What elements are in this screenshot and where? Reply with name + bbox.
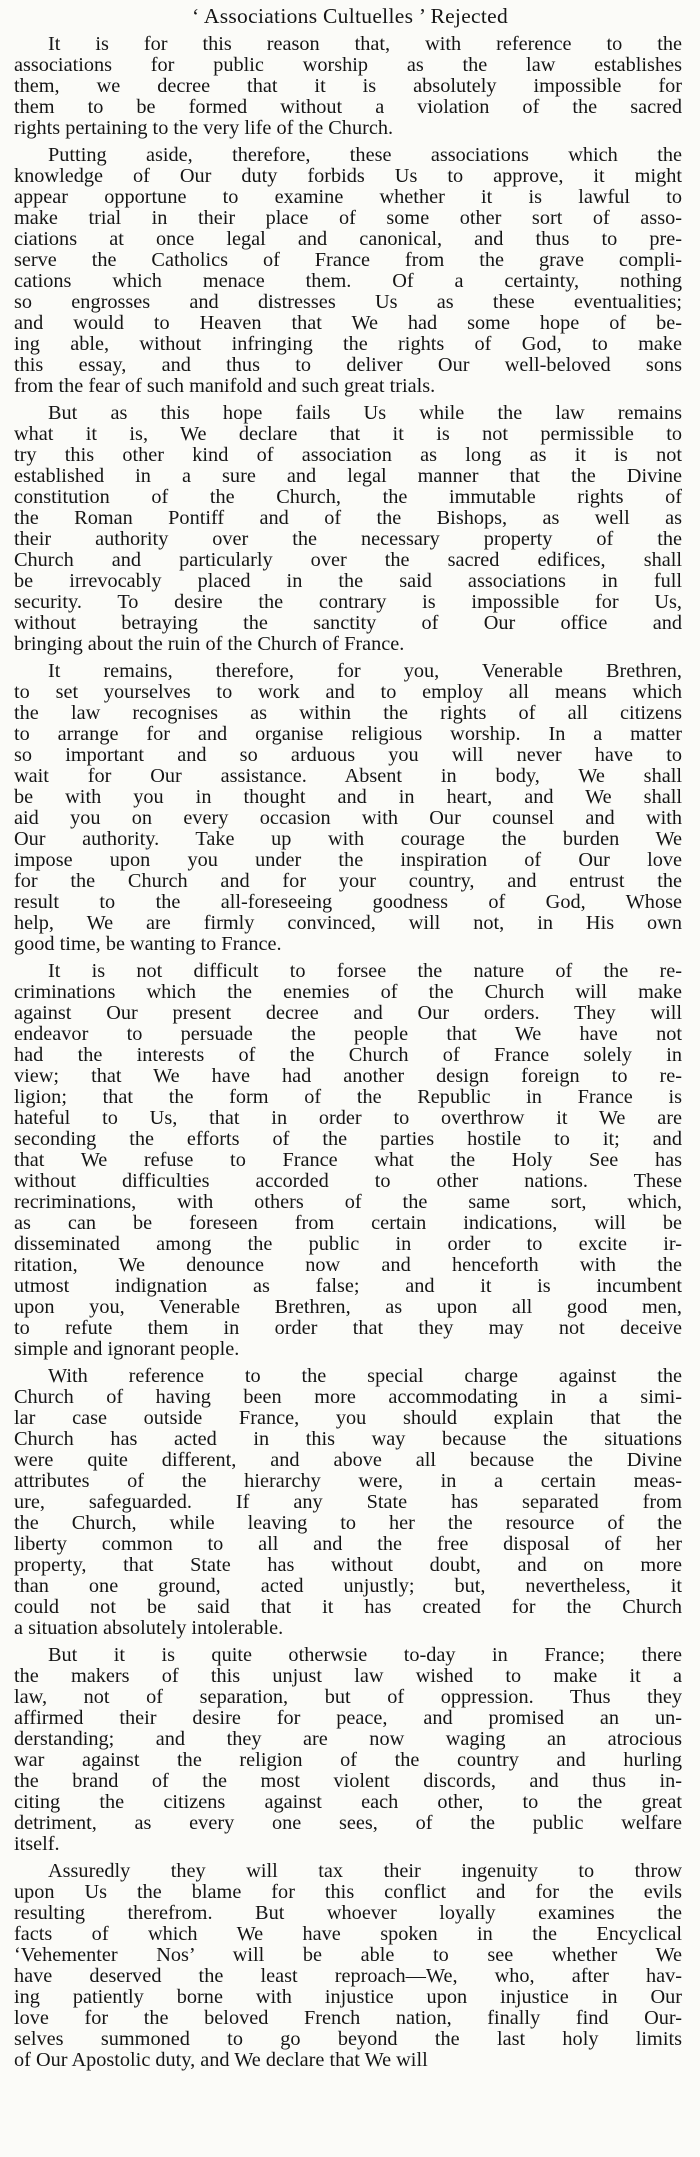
text-line: simple and ignorant people. [14,1339,240,1360]
text-line: It is not difficult to forsee the nature of the re- [48,961,682,982]
text-line: lar case outside France, you should explain that the [14,1408,682,1429]
text-line: have deserved the least reproach—We, who, after hav- [14,1966,682,1987]
text-line: ing patiently borne with injustice upon injustice in Our [14,1987,682,2008]
text-line: criminations which the enemies of the Church will make [14,982,682,1003]
paragraph-6 [14,1366,682,1639]
text-line: so important and so arduous you will never have to [14,745,682,766]
text-line: result to the all-foreseeing goodness of God, Whose [14,892,682,913]
text-line: liberty common to all and the free disposal of her [14,1534,682,1555]
text-line: selves summoned to go beyond the last holy limits [14,2029,682,2050]
text-line: than one ground, acted unjustly; but, nevertheless, it [14,1576,682,1597]
text-line: constitution of the Church, the immutable rights of [14,487,682,508]
text-line: It is for this reason that, with reference to the [48,34,682,55]
text-line: attributes of the hierarchy were, in a certain meas- [14,1471,682,1492]
paragraph-8 [14,1861,682,2071]
text-line: upon Us the blame for this conflict and for the evils [14,1882,682,1903]
text-line: view; that We have had another design foreign to re- [14,1066,682,1087]
text-line: so engrosses and distresses Us as these eventualities; [14,292,682,313]
article-body [14,34,682,2071]
text-line: love for the beloved French nation, finally find Our- [14,2008,682,2029]
text-line: be irrevocably placed in the said associations in full [14,571,682,592]
text-line: without betraying the sanctity of Our office and [14,613,682,634]
text-line: knowledge of Our duty forbids Us to approve, it might [14,166,682,187]
paragraph-1 [14,34,682,139]
text-line: established in a sure and legal manner that the Divine [14,466,682,487]
text-line: them to be formed without a violation of the sacred [14,97,682,118]
text-line: for the Church and for your country, and entrust the [14,871,682,892]
text-line: the brand of the most violent discords, and thus in- [14,1771,682,1792]
text-line: Our authority. Take up with courage the burden We [14,829,682,850]
text-line: make trial in their place of some other sort of asso- [14,208,682,229]
text-line: war against the religion of the country and hurling [14,1750,682,1771]
text-line: facts of which We have spoken in the Encyclical [14,1924,682,1945]
paragraph-7 [14,1645,682,1855]
text-line: appear opportune to examine whether it is lawful to [14,187,682,208]
text-line: their authority over the necessary property of the [14,529,682,550]
text-line: had the interests of the Church of France solely in [14,1045,682,1066]
text-line: rights pertaining to the very life of the Church. [14,118,394,139]
text-line: cations which menace them. Of a certainty, nothing [14,271,682,292]
text-line: But it is quite otherwsie to-day in France; there [48,1645,682,1666]
text-line: be with you in thought and in heart, and We shall [14,787,682,808]
text-line: good time, be wanting to France. [14,934,282,955]
text-line: could not be said that it has created for the Church [14,1597,682,1618]
text-line: aid you on every occasion with Our counsel and with [14,808,682,829]
text-line: try this other kind of association as long as it is not [14,445,682,466]
text-line: a situation absolutely intolerable. [14,1618,284,1639]
text-line: upon you, Venerable Brethren, as upon all good men, [14,1297,682,1318]
text-line: detriment, as every one sees, of the public welfare [14,1813,682,1834]
text-line: Church and particularly over the sacred edifices, shall [14,550,682,571]
text-line: resulting therefrom. But whoever loyally examines the [14,1903,682,1924]
text-line: against Our present decree and Our orders. They will [14,1003,682,1024]
text-line: serve the Catholics of France from the grave compli- [14,250,682,271]
text-line: to refute them in order that they may not deceive [14,1318,682,1339]
text-line: ‘Vehementer Nos’ will be able to see whether We [14,1945,682,1966]
text-line: derstanding; and they are now waging an atrocious [14,1729,682,1750]
text-line: the law recognises as within the rights of all citizens [14,703,682,724]
text-line: impose upon you under the inspiration of Our love [14,850,682,871]
text-line: without difficulties accorded to other nations. These [14,1171,682,1192]
text-line: Putting aside, therefore, these associations which the [48,145,682,166]
text-line: bringing about the ruin of the Church of France. [14,634,405,655]
text-line: ure, safeguarded. If any State has separated from [14,1492,682,1513]
text-line: what it is, We declare that it is not permissible to [14,424,682,445]
paragraph-4 [14,661,682,955]
text-line: that We refuse to France what the Holy See has [14,1150,682,1171]
text-line: Church of having been more accommodating in a simi- [14,1387,682,1408]
text-line: the Church, while leaving to her the resource of the [14,1513,682,1534]
text-line: and would to Heaven that We had some hope of be- [14,313,682,334]
text-line: help, We are firmly convinced, will not, in His own [14,913,682,934]
text-line: Church has acted in this way because the situations [14,1429,682,1450]
text-line: associations for public worship as the law establishes [14,55,682,76]
text-line: wait for Our assistance. Absent in body, We shall [14,766,682,787]
text-line: Assuredly they will tax their ingenuity to throw [48,1861,682,1882]
text-line: were quite different, and above all because the Divine [14,1450,682,1471]
text-line: It remains, therefore, for you, Venerable Brethren, [48,661,682,682]
text-line: itself. [14,1834,60,1855]
text-line: of Our Apostolic duty, and We declare that We will [14,2050,428,2071]
text-line: But as this hope fails Us while the law remains [48,403,682,424]
text-line: endeavor to persuade the people that We have not [14,1024,682,1045]
text-line: With reference to the special charge against the [48,1366,682,1387]
text-line: utmost indignation as false; and it is incumbent [14,1276,682,1297]
text-line: hateful to Us, that in order to overthrow it We are [14,1108,682,1129]
text-line: ing able, without infringing the rights of God, to make [14,334,682,355]
text-line: as can be foreseen from certain indications, will be [14,1213,682,1234]
text-line: ligion; that the form of the Republic in France is [14,1087,682,1108]
text-line: security. To desire the contrary is impossible for Us, [14,592,682,613]
text-line: to set yourselves to work and to employ all means which [14,682,682,703]
text-line: affirmed their desire for peace, and promised an un- [14,1708,682,1729]
text-line: seconding the efforts of the parties hostile to it; and [14,1129,682,1150]
text-line: property, that State has without doubt, and on more [14,1555,682,1576]
text-line: ritation, We denounce now and henceforth with the [14,1255,682,1276]
text-line: to arrange for and organise religious worship. In a matter [14,724,682,745]
text-line: ciations at once legal and canonical, and thus to pre- [14,229,682,250]
paragraph-2 [14,145,682,397]
text-line: from the fear of such manifold and such great trials. [14,376,436,397]
text-line: them, we decree that it is absolutely impossible for [14,76,682,97]
text-line: law, not of separation, but of oppression. Thus they [14,1687,682,1708]
text-line: this essay, and thus to deliver Our well-beloved sons [14,355,682,376]
article-heading: ‘ Associations Cultuelles ’ Rejected [191,4,509,28]
text-line: the Roman Pontiff and of the Bishops, as well as [14,508,682,529]
text-line: the makers of this unjust law wished to make it a [14,1666,682,1687]
text-line: citing the citizens against each other, to the great [14,1792,682,1813]
text-line: disseminated among the public in order to excite ir- [14,1234,682,1255]
text-line: recriminations, with others of the same sort, which, [14,1192,682,1213]
paragraph-3 [14,403,682,655]
paragraph-5 [14,961,682,1360]
